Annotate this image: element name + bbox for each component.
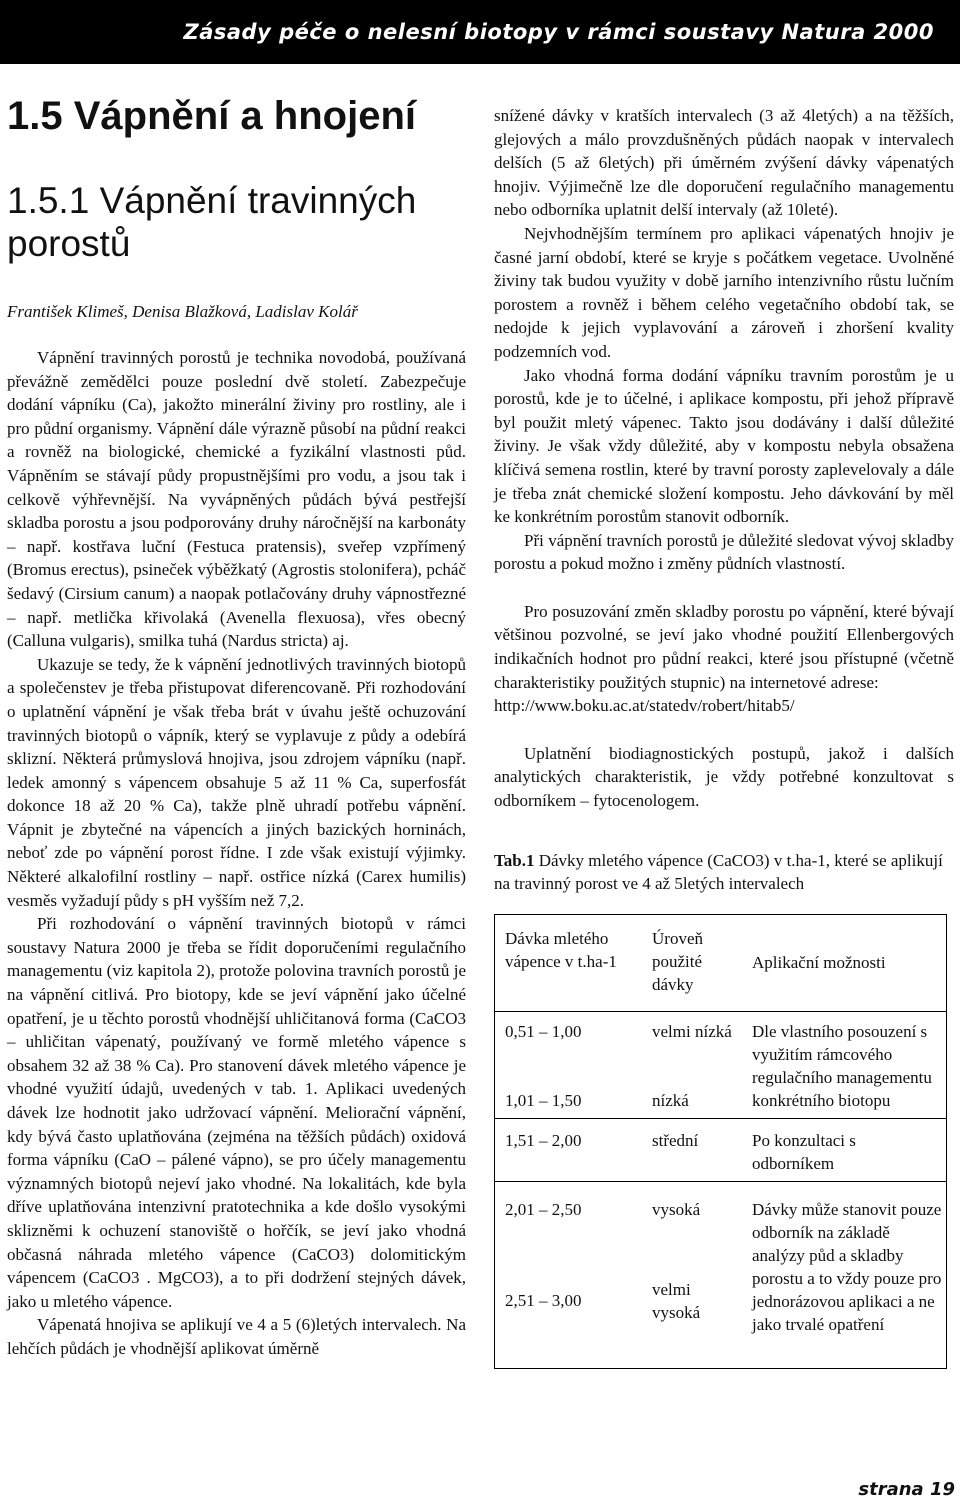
right-paragraph: snížené dávky v kratších intervalech (3 až 4letých) a na těžších, glejových a málo provzdušněných půdách naopak v intervalech delších (5 až 6letých) při úměrném zvýšení dávky vápenatých hnojiv. Výjimečně lze dle doporučení regulačního managementu nebo odborníka uplatnit delší intervaly (až 10leté).	[494, 106, 954, 220]
page-number: strana 19	[858, 1479, 955, 1500]
row-level: velmi nízká	[652, 1021, 732, 1041]
right-paragraph: Při vápnění travních porostů je důležité sledovat vývoj skladby porostu a pokud možno i změny půdních vlastností.	[494, 530, 954, 574]
header-level: Úroveň použité dávky	[652, 928, 703, 994]
row-note: Dávky může stanovit pouze odborník na základě analýzy půd a skladby porostu a to vždy pouze pro jednorázovou aplikaci a ne jako trvalé opatření	[752, 1199, 942, 1334]
dose-table	[494, 914, 947, 1369]
right-paragraph: Jako vhodná forma dodání vápníku travním porostům je u porostů, kde je to účelné, i aplikace kompostu, při jehož přípravě byl použit mletý vápenec. Takto jsou dodávány i další důležité živiny. Je však vždy důležité, aby v kompostu nebyla obsažena klíčivá semena rostlin, které by travní porosty zaplevelovaly a dále je třeba znát chemické složení kompostu. Jeho dávkování by měl ke konkrétním porostům stanovit odborník.	[494, 365, 954, 527]
header-title: Zásady péče o nelesní biotopy v rámci soustavy Natura 2000	[183, 20, 934, 44]
row-level: vysoká	[652, 1199, 701, 1219]
table-label: Tab.1	[494, 850, 535, 870]
row-range: 2,01 – 2,50	[505, 1199, 582, 1219]
table-rule	[495, 1181, 946, 1182]
right-paragraph: Pro posuzování změn skladby porostu po vápnění, které bývají většinou pozvolné, se jeví jako vhodné použití Ellenbergových indikačních hodnot pro půdní reakci, které jsou přístupné (včetně charakteristiky použitých stupnic) na internetové adrese:	[494, 601, 954, 692]
right-paragraph: Nejvhodnějším termínem pro aplikaci vápenatých hnojiv je časné jarní období, které se kryje s počátkem vegetace. Uvolněné živiny tak budou využity v době jarního intenzivního růstu lučním porostem a rovněž i během celého vegetačního období tak, se nedojde k jejich vyplavování a zároveň i zhoršení kvality podzemních vod.	[494, 223, 954, 361]
header-dose: Dávka mletého vápence v t.ha-1	[505, 928, 617, 971]
row-note: Po konzultaci s odborníkem	[752, 1130, 856, 1173]
left-paragraph: Při rozhodování o vápnění travinných biotopů v rámci soustavy Natura 2000 je třeba se řídit doporučeními regulačního managementu (viz kapitola 2), protože polovina travních porostů je na vápnění citlivá. Pro biotopy, kde se jeví vápnění jako účelné opatření, je u těchto porostů vhodnější uhličitanová forma (CaCO3 – uhličitan vápenatý, používaný ve formě mletého vápence s obsahem 32 až 38 % Ca). Pro stanovení dávek mletého vápence je vhodné využití údajů, uvedených v tab. 1. Aplikaci uvedených dávek lze hodnotit jako udržovací vápnění. Meliorační vápnění, kdy bývá často uplatňována (zejména na těžších půdách) oxidová forma vápníku (CaO – pálené vápno), se pro účely managementu významných biotopů nejeví jako vhodné. Na lokalitách, kde byla dříve uplatňována intenzivní pratotechnika a kde došlo vysokými sklizněmi k ochuzení stanoviště o hořčík, se jeví jako vhodná občasná náhrada mletého vápence (CaCO3) dolomitickým vápencem (CaCO3 . MgCO3), a to při dodržení stejných dávek, jako u mletého vápence.	[7, 914, 466, 1311]
row-range: 1,01 – 1,50	[505, 1090, 582, 1110]
row-range: 1,51 – 2,00	[505, 1130, 582, 1150]
right-column	[494, 104, 954, 1369]
left-paragraph: Vápenatá hnojiva se aplikují ve 4 a 5 (6)letých intervalech. Na lehčích půdách je vhodnější aplikovat úměrně	[7, 1315, 466, 1358]
row-level: střední	[652, 1130, 699, 1150]
row-range: 2,51 – 3,00	[505, 1290, 582, 1310]
table-caption-text: Dávky mletého vápence (CaCO3) v t.ha-1, které se aplikují na travinný porost ve 4 až 5letých intervalech	[494, 850, 943, 894]
header-application: Aplikační možnosti	[752, 952, 886, 972]
page-header	[0, 0, 960, 64]
table-rule	[495, 1011, 946, 1012]
url-link[interactable]: http://www.boku.ac.at/statedv/robert/hitab5/	[494, 696, 795, 716]
table-caption	[494, 849, 954, 896]
subsection-title: 1.5.1 Vápnění travinných porostů	[7, 180, 417, 264]
left-column	[7, 92, 466, 1361]
right-paragraph: Uplatnění biodiagnostických postupů, jakož i dalších analytických charakteristik, je vždy potřebné konzultovat s odborníkem – fytocenologem.	[494, 743, 954, 811]
left-paragraph: Ukazuje se tedy, že k vápnění jednotlivých travinných biotopů a společenstev je třeba přistupovat diferencovaně. Při rozhodování o uplatnění vápnění je však třeba brát v úvahu ještě ochuzování travinných biotopů o vápník, který se vyplavuje z půdy a odebírá sklizní. Některá průmyslová hnojiva, jsou zdrojem vápníku (např. ledek amonný s vápencem obsahuje 5 až 11 % Ca, superfosfát dokonce 18 až 20 % Ca), takže plně uhradí potřebu vápnění. Vápnit je zbytečné na vápencích a jiných bazických horninách, neboť zde po vápnění porost řídne. I zde však existují výjimky. Některé alkalofilní rostliny – např. ostřice nízká (Carex humilis) vesměs vyžadují půdy s pH vyšším než 7,2.	[7, 654, 466, 910]
table-rule	[495, 1118, 946, 1119]
row-note: Dle vlastního posouzení s využitím rámcového regulačního managementu konkrétního biotopu	[752, 1021, 932, 1110]
row-level: nízká	[652, 1090, 689, 1110]
authors: František Klimeš, Denisa Blažková, Ladislav Kolář	[7, 302, 358, 321]
row-range: 0,51 – 1,00	[505, 1021, 582, 1041]
row-level: velmi vysoká	[652, 1279, 701, 1322]
left-paragraph: Vápnění travinných porostů je technika novodobá, používaná převážně zemědělci pouze poslední dvě století. Zabezpečuje dodání vápníku (Ca), jakožto minerální živiny pro rostliny, ale i pro půdní organismy. Vápnění dále výrazně působí na půdní reakci a rovněž na biologické, chemické a fyzikální vlastnosti půd. Vápněním se stávají půdy propustnějšími pro vodu, a jsou tak i celkově výhřevnější. Na vyvápněných půdách bývá pestřejší skladba porostu a jsou podporovány druhy náročnější na karbonáty – např. kostřava luční (Festuca pratensis), sveřep vzpřímený (Bromus erectus), psineček výběžkatý (Agrostis stolonifera), pcháč šedavý (Cirsium canum) a naopak potlačovány druhy vápnostřezné – např. metlička křivolaká (Avenella flexuosa), vřes obecný (Calluna vulgaris), smilka tuhá (Nardus stricta) aj.	[7, 348, 466, 651]
section-title: 1.5 Vápnění a hnojení	[7, 94, 416, 138]
